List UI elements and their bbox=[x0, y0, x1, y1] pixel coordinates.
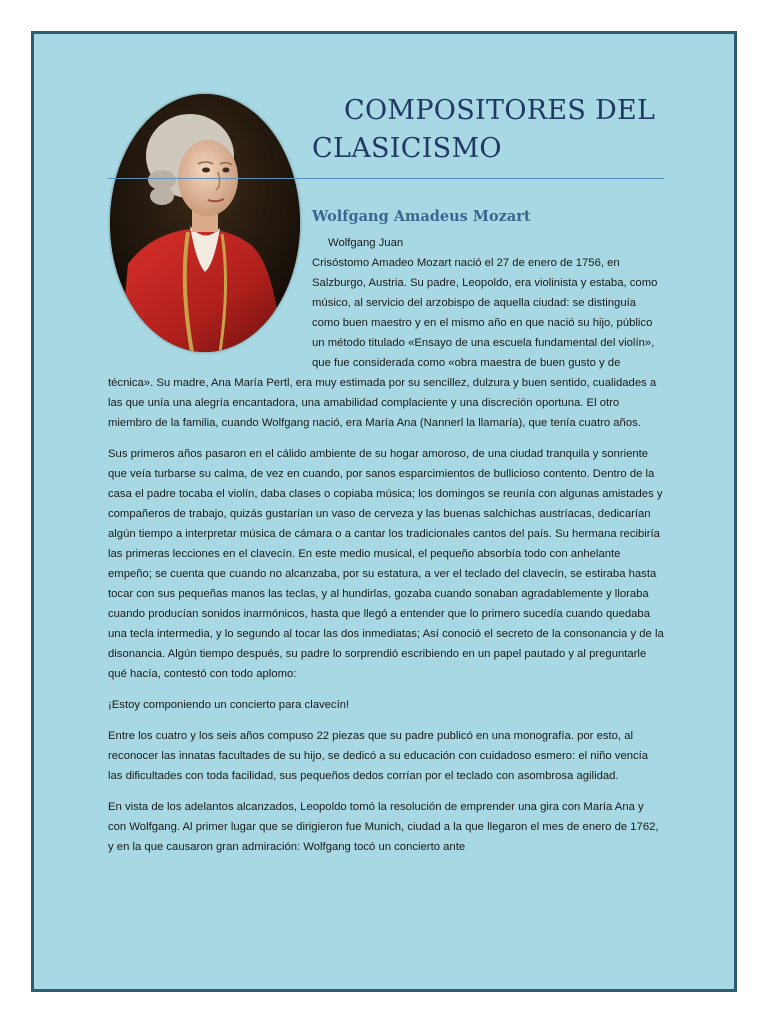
article-body bbox=[108, 233, 664, 868]
portrait-wrap-space bbox=[108, 233, 312, 373]
paragraph-1-text: Crisóstomo Amadeo Mozart nació el 27 de enero de 1756, en Salzburgo, Austria. Su padre, Leopoldo, era violinista y estaba, como músico, al servicio del arzobispo de aquella ciudad: se distinguía como buen maestro y en el mismo año en que nació su hijo, público un método titulado «Ensayo de una escuela fundamental del violín», que fue considerada como «obra maestra de buen gusto y de técnica». Su madre, Ana María Pertl, era muy estimada por su sencillez, dulzura y buen sentido, cualidades a las que unía una alegría encantadora, una amabilidad complaciente y una discreción oportuna. El otro miembro de la familia, cuando Wolfgang nació, era María Ana (Nannerl la llamaría), que tenía cuatro años. bbox=[108, 257, 658, 429]
paragraph-4: Entre los cuatro y los seis años compuso 22 piezas que su padre publicó en una monografía. por esto, al reconocer las innatas facultades de su hijo, se dedicó a su educación con cuidadoso esmero: el niño vencía las dificultades con toda facilidad, sus pequeños dedos corrían por el teclado con asombrosa agilidad. bbox=[108, 730, 649, 782]
paragraph-5: En vista de los adelantos alcanzados, Leopoldo tomó la resolución de emprender una gira con María Ana y con Wolfgang. Al primer lugar que se dirigieron fue Munich, ciudad a la que llegaron el mes de enero de 1762, y en la que causaron gran admiración: Wolfgang tocó un concierto ante bbox=[108, 801, 659, 853]
page-title bbox=[312, 92, 672, 168]
paragraph-2: Sus primeros años pasaron en el cálido ambiente de su hogar amoroso, de una ciudad tranquila y sonriente que veía turbarse su calma, de vez en cuando, por sanos esparcimientos de bullicioso contento. Dentro de la casa el padre tocaba el violín, daba clases o copiaba música; los domingos se reunía con algunas amistades y compañeros de trabajo, quizás gustarían un vaso de cerveza y las buenas salchichas austríacas, dedicarían algún tiempo a interpretar música de cámara o a cantar los tradicionales cantos del país. Su hermana recibiría las primeras lecciones en el clavecín. En este medio musical, el pequeño absorbía todo con anhelante empeño; se cuenta que cuando no alcanzaba, por su estatura, a ver el teclado del clavecín, se estiraba hasta tocar con sus pequeñas manos las teclas, y al hundirlas, gozaba cuando sonaban agradablemente y lloraba cuando producían sonidos inarmónicos, hasta que llegó a entender que lo primero sucedía cuando quedaba una tecla intermedia, y lo segundo al tocar las dos inmediatas; Así conoció el secreto de la consonancia y de la disonancia. Algún tiempo después, su padre lo sorprendió escribiendo en un papel pautado y al preguntarle qué hacía, contestó con todo aplomo: bbox=[108, 448, 664, 680]
section-heading: Wolfgang Amadeus Mozart bbox=[312, 208, 531, 225]
title-divider bbox=[108, 178, 664, 179]
paragraph-1-lead: Wolfgang Juan bbox=[328, 237, 404, 249]
document-page bbox=[31, 31, 737, 992]
paragraph-3: ¡Estoy componiendo un concierto para clavecín! bbox=[108, 699, 350, 711]
title-line-2: CLASICISMO bbox=[312, 133, 502, 164]
title-line-1: COMPOSITORES DEL bbox=[344, 95, 656, 126]
